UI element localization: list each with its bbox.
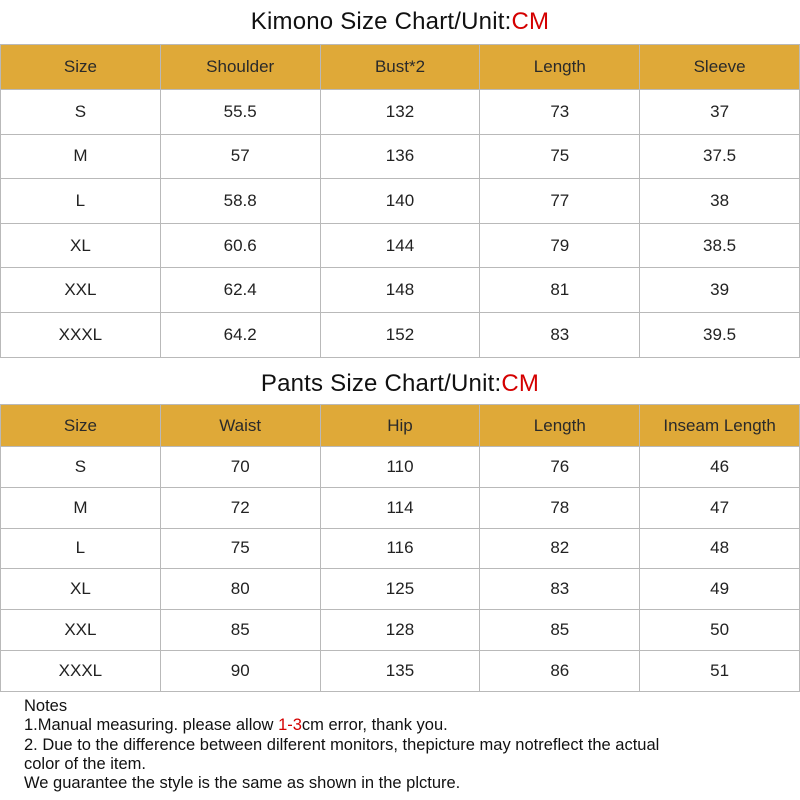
table-cell: 70 [160, 447, 320, 488]
table-cell: 132 [320, 90, 480, 135]
table-cell: 80 [160, 569, 320, 610]
column-header: Size [1, 405, 161, 447]
table-cell: 125 [320, 569, 480, 610]
table-cell: 135 [320, 650, 480, 691]
table-cell: M [1, 134, 161, 179]
note-1-suffix: cm error, thank you. [301, 716, 448, 735]
table-row [1, 179, 800, 224]
table-cell: 51 [640, 650, 800, 691]
column-header: Length [480, 405, 640, 447]
table-row [1, 487, 800, 528]
table-cell: 38.5 [640, 223, 800, 268]
table-cell: 83 [480, 312, 640, 357]
column-header: Hip [320, 405, 480, 447]
table-cell: M [1, 487, 161, 528]
table-cell: 83 [480, 569, 640, 610]
table-cell: 55.5 [160, 90, 320, 135]
table-cell: 49 [640, 569, 800, 610]
table-cell: 110 [320, 447, 480, 488]
table-cell: 39.5 [640, 312, 800, 357]
column-header: Shoulder [160, 45, 320, 90]
table-row [1, 610, 800, 651]
table-cell: 78 [480, 487, 640, 528]
table-cell: 48 [640, 528, 800, 569]
table-cell: S [1, 447, 161, 488]
note-1-highlight: 1-3 [278, 716, 302, 735]
table-cell: 62.4 [160, 268, 320, 313]
note-1-prefix: 1.Manual measuring. please allow [24, 716, 279, 735]
table-cell: 37 [640, 90, 800, 135]
table-cell: XXL [1, 268, 161, 313]
table-cell: 90 [160, 650, 320, 691]
table-cell: 85 [160, 610, 320, 651]
table-cell: 73 [480, 90, 640, 135]
table-row [1, 569, 800, 610]
column-header: Waist [160, 405, 320, 447]
table-cell: L [1, 179, 161, 224]
table-row [1, 447, 800, 488]
column-header: Length [480, 45, 640, 90]
kimono-chart-title [0, 7, 800, 37]
table-row [1, 268, 800, 313]
note-line-2a: 2. Due to the difference between dilferent monitors, thepicture may notreflect the actual [24, 735, 660, 754]
table-cell: XL [1, 569, 161, 610]
note-line-1 [24, 716, 794, 735]
pants-size-table [0, 404, 800, 692]
table-cell: 152 [320, 312, 480, 357]
note-line-2b: color of the item. [24, 754, 146, 773]
notes-section [24, 697, 794, 793]
column-header: Inseam Length [640, 405, 800, 447]
table-cell: S [1, 90, 161, 135]
table-row [1, 650, 800, 691]
table-cell: 116 [320, 528, 480, 569]
table-row [1, 312, 800, 357]
table-cell: 86 [480, 650, 640, 691]
table-row [1, 134, 800, 179]
table-cell: 77 [480, 179, 640, 224]
table-row [1, 90, 800, 135]
notes-heading: Notes [24, 697, 68, 715]
table-cell: 38 [640, 179, 800, 224]
table-cell: 46 [640, 447, 800, 488]
table-cell: 81 [480, 268, 640, 313]
table-cell: 82 [480, 528, 640, 569]
kimono-size-table [0, 44, 800, 358]
table-cell: 85 [480, 610, 640, 651]
table-cell: 79 [480, 223, 640, 268]
table-cell: 60.6 [160, 223, 320, 268]
pants-chart-title [0, 369, 800, 399]
column-header: Sleeve [640, 45, 800, 90]
table-cell: XXXL [1, 312, 161, 357]
note-line-3: We guarantee the style is the same as shown in the plcture. [24, 774, 461, 793]
kimono-title-text: Kimono Size Chart/Unit: [250, 8, 512, 35]
table-cell: 47 [640, 487, 800, 528]
table-cell: 128 [320, 610, 480, 651]
table-cell: XL [1, 223, 161, 268]
table-cell: XXL [1, 610, 161, 651]
table-cell: 64.2 [160, 312, 320, 357]
column-header: Size [1, 45, 161, 90]
table-cell: 144 [320, 223, 480, 268]
table-cell: 136 [320, 134, 480, 179]
table-header-row [1, 45, 800, 90]
column-header: Bust*2 [320, 45, 480, 90]
table-cell: L [1, 528, 161, 569]
table-cell: 140 [320, 179, 480, 224]
table-row [1, 528, 800, 569]
table-cell: 39 [640, 268, 800, 313]
table-cell: 72 [160, 487, 320, 528]
table-cell: XXXL [1, 650, 161, 691]
table-cell: 75 [480, 134, 640, 179]
pants-title-text: Pants Size Chart/Unit: [260, 370, 502, 397]
kimono-title-unit: CM [511, 8, 550, 35]
table-row [1, 223, 800, 268]
table-cell: 76 [480, 447, 640, 488]
table-cell: 58.8 [160, 179, 320, 224]
table-cell: 50 [640, 610, 800, 651]
table-cell: 148 [320, 268, 480, 313]
table-header-row [1, 405, 800, 447]
table-cell: 57 [160, 134, 320, 179]
table-cell: 37.5 [640, 134, 800, 179]
pants-title-unit: CM [501, 370, 540, 397]
table-cell: 75 [160, 528, 320, 569]
table-cell: 114 [320, 487, 480, 528]
